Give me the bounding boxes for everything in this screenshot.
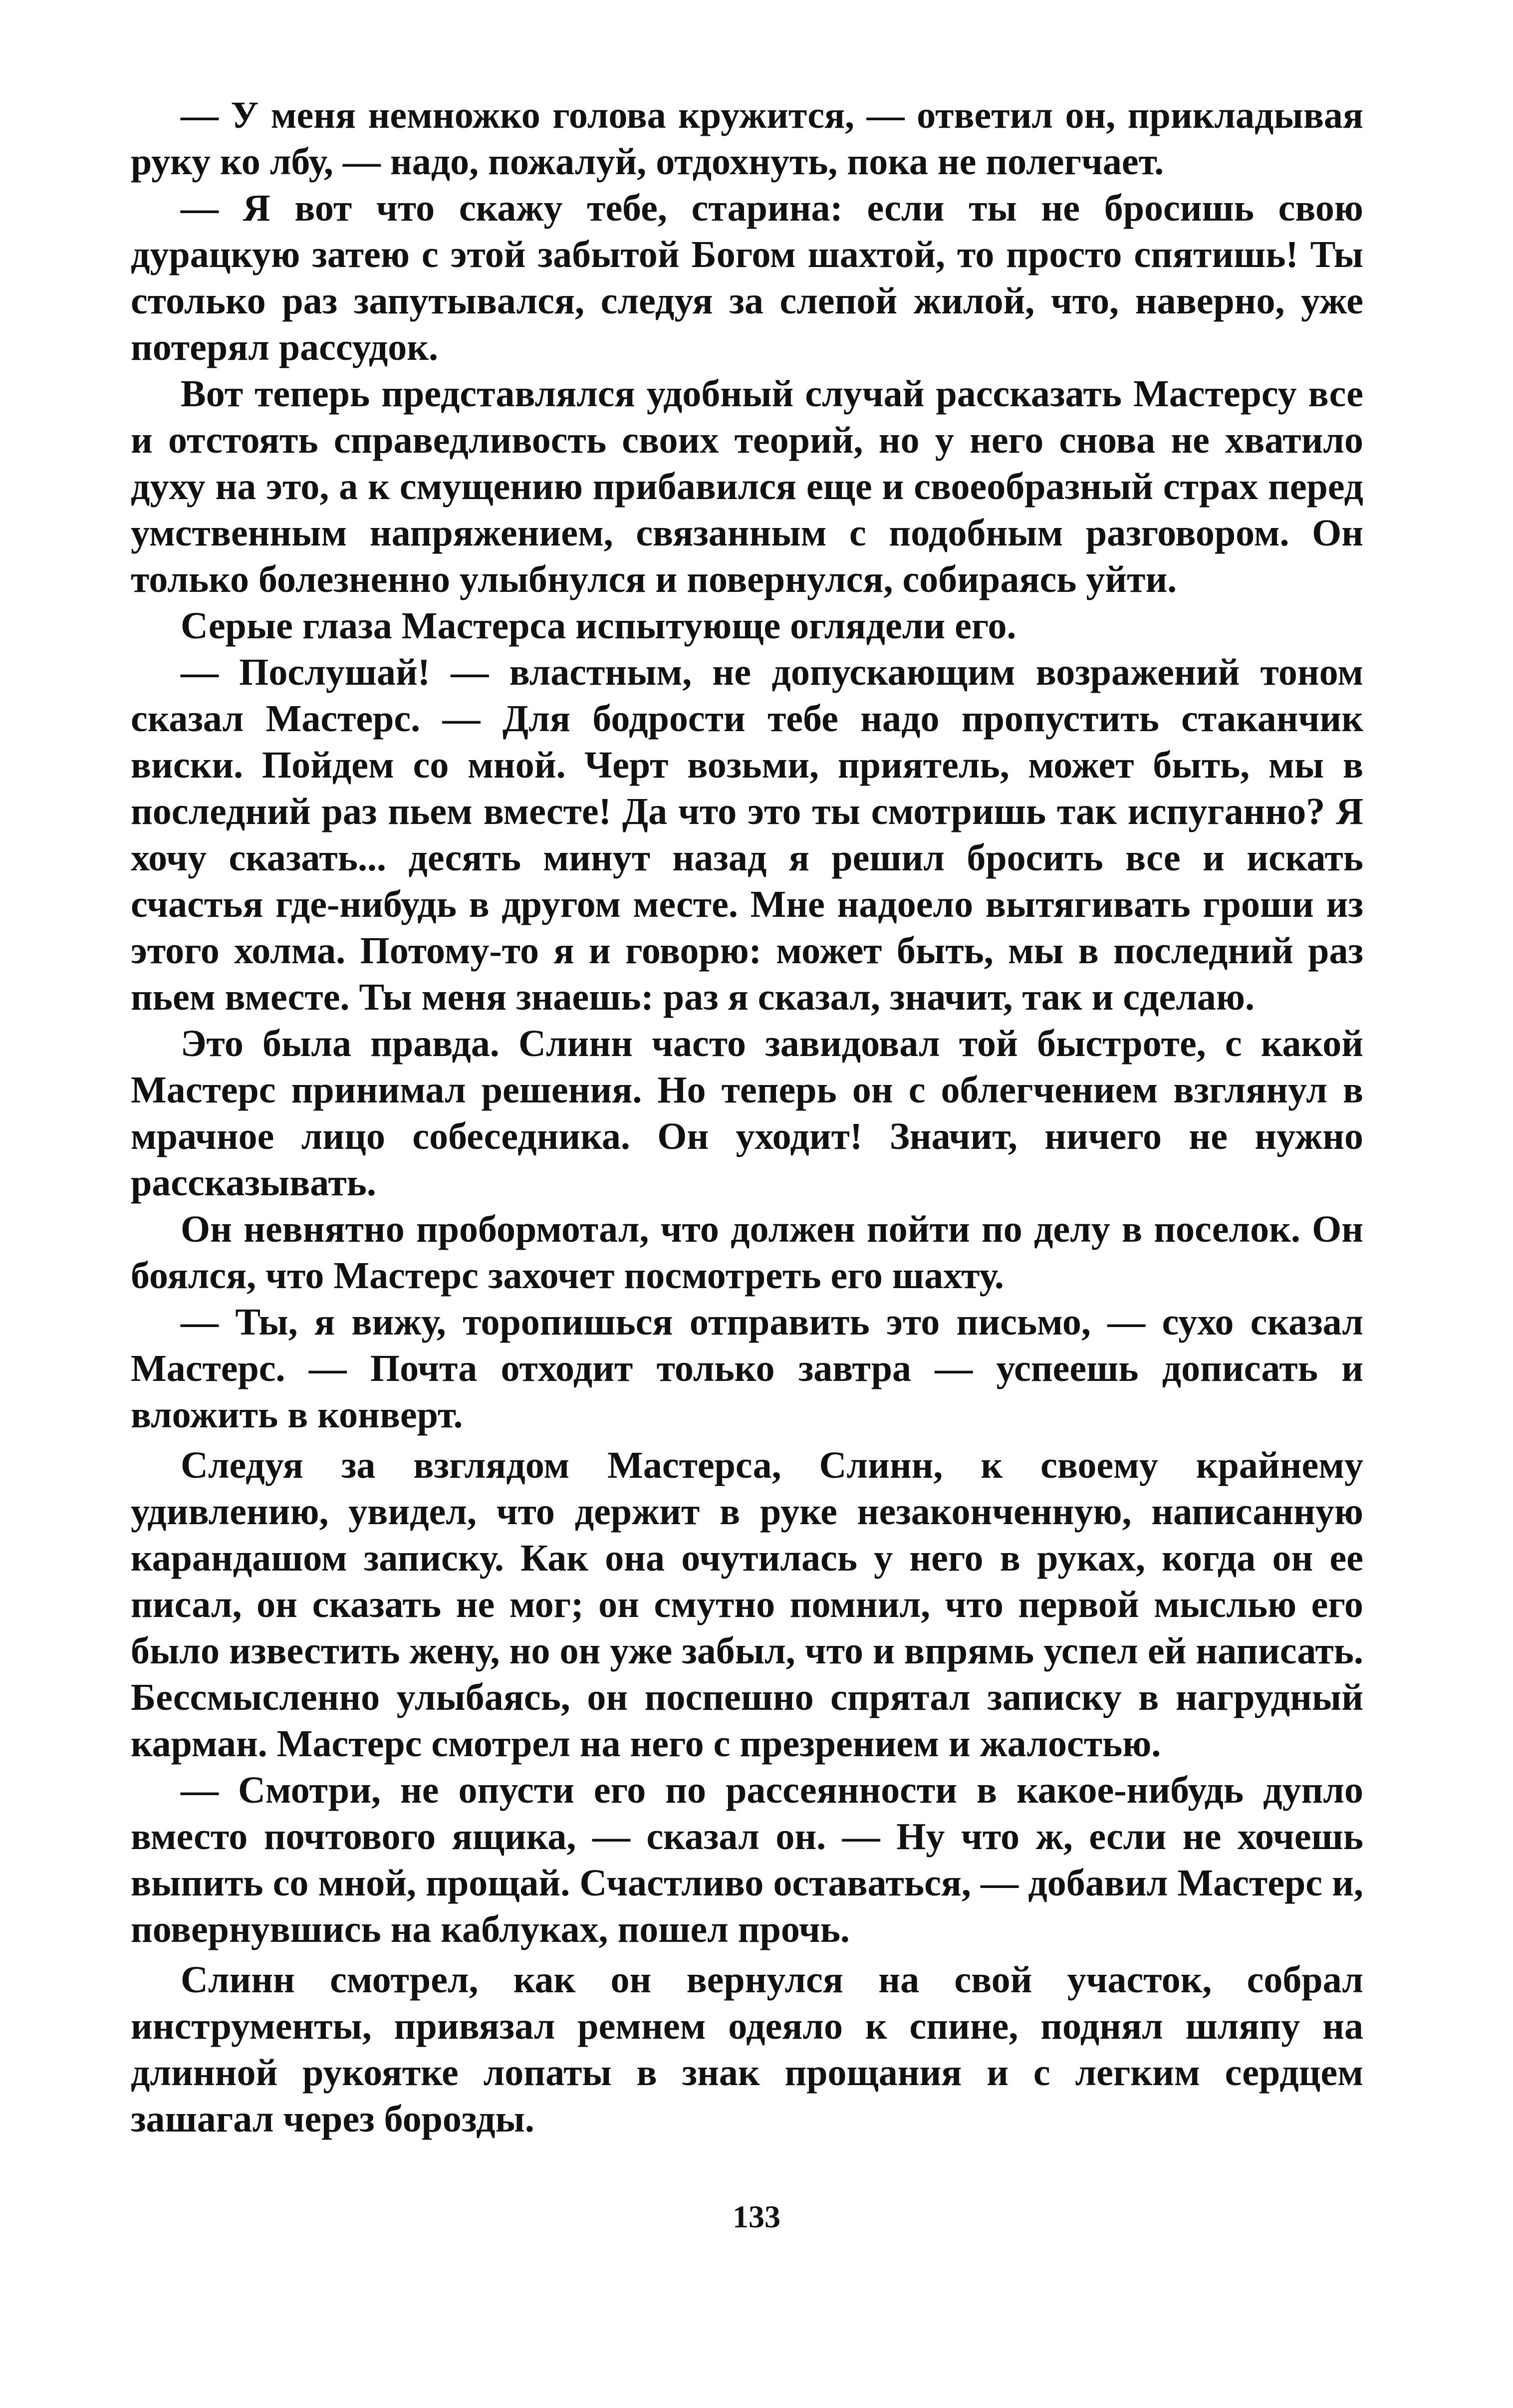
paragraph: — Ты, я вижу, торопишься отправить это письмо, — сухо сказал Мастерс. — Почта отходит только завтра — успеешь дописать и вложить в конверт. <box>131 1301 1363 1436</box>
page-number: 133 <box>733 2199 780 2234</box>
page-text <box>131 92 1363 2142</box>
paragraph: — Я вот что скажу тебе, старина: если ты не бросишь свою дурацкую затею с этой забытой Богом шахтой, то просто спятишь! Ты столько раз запутывался, следуя за слепой жилой, что, наверно, уже потерял рассудок. <box>131 187 1363 368</box>
paragraph: Вот теперь представлялся удобный случай рассказать Мастерсу все и отстоять справедливость своих теорий, но у него снова не хватило духу на это, а к смущению прибавился еще и своеобразный страх перед умственным напряжением, связанным с подобным разговором. Он только болезненно улыбнулся и повернулся, собираясь уйти. <box>131 373 1363 600</box>
paragraph: — У меня немножко голова кружится, — ответил он, прикладывая руку ко лбу, — надо, пожалуй, отдохнуть, пока не полегчает. <box>131 94 1363 183</box>
paragraph: Слинн смотрел, как он вернулся на свой участок, собрал инструменты, привязал ремнем одеяло к спине, поднял шляпу на длинной рукоятке лопаты в знак прощания и с легким сердцем зашагал через борозды. <box>131 1959 1363 2140</box>
paragraph: Он невнятно пробормотал, что должен пойти по делу в поселок. Он боялся, что Мастерс захочет посмотреть его шахту. <box>131 1208 1363 1297</box>
paragraph: — Смотри, не опусти его по рассеянности в какое-нибудь дупло вместо почтового ящика, — сказал он. — Ну что ж, если не хочешь выпить со мной, прощай. Счастливо оставаться, — добавил Мастерс и, повернувшись на каблуках, пошел прочь. <box>131 1769 1363 1950</box>
paragraph: — Послушай! — властным, не допускающим возражений тоном сказал Мастерс. — Для бодрости тебе надо пропустить стаканчик виски. Пойдем со мной. Черт возьми, приятель, может быть, мы в последний раз пьем вместе! Да что это ты смотришь так испуганно? Я хочу сказать... десять минут назад я решил бросить все и искать счастья где-нибудь в другом месте. Мне надоело вытягивать гроши из этого холма. Потому-то я и говорю: может быть, мы в последний раз пьем вместе. Ты меня знаешь: раз я сказал, значит, так и сделаю. <box>131 651 1363 1018</box>
paragraph: Это была правда. Слинн часто завидовал той быстроте, с какой Мастерс принимал решения. Но теперь он с облегчением взглянул в мрачное лицо собеседника. Он уходит! Значит, ничего не нужно рассказывать. <box>131 1023 1363 1204</box>
paragraph: Серые глаза Мастерса испытующе оглядели его. <box>181 605 1016 647</box>
paragraph: Следуя за взглядом Мастерса, Слинн, к своему крайнему удивлению, увидел, что держит в руке незаконченную, написанную карандашом записку. Как она очутилась у него в руках, когда он ее писал, он сказать не мог; он смутно помнил, что первой мыслью его было известить жену, но он уже забыл, что и впрямь успел ей написать. Бессмысленно улыбаясь, он поспешно спрятал записку в нагрудный карман. Мастерс смотрел на него с презрением и жалостью. <box>131 1444 1363 1765</box>
